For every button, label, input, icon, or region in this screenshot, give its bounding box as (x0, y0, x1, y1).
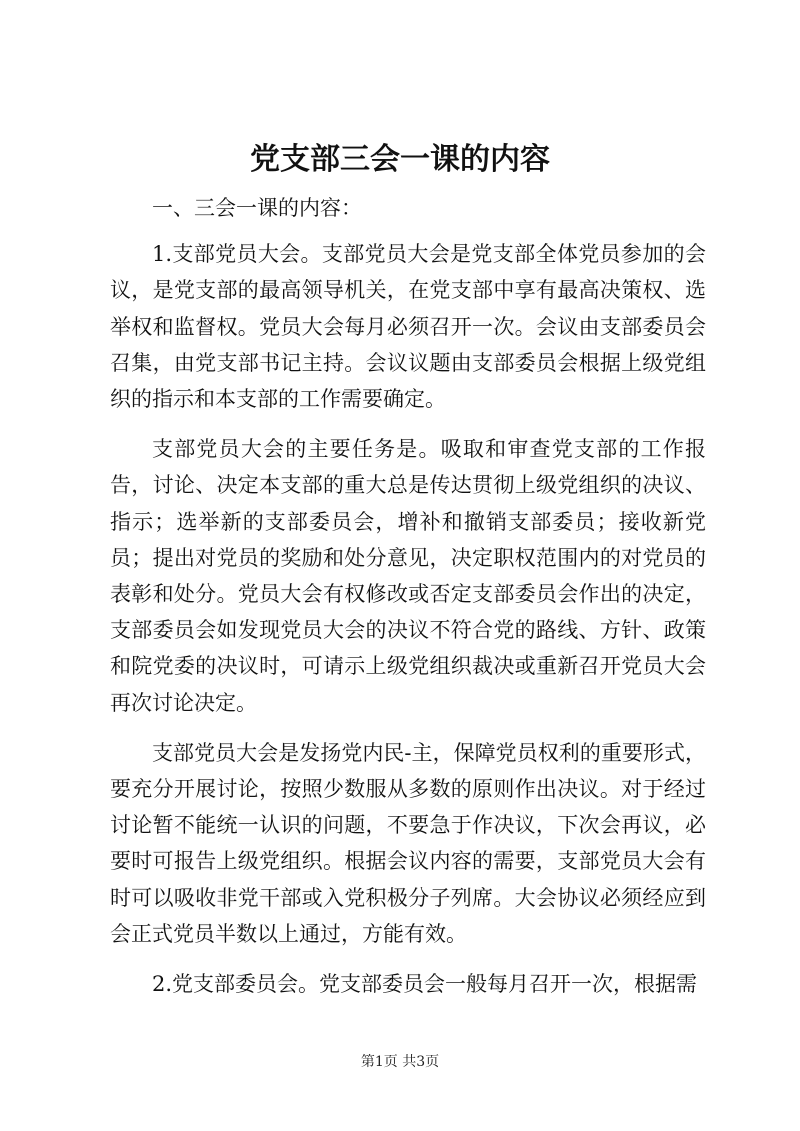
section-heading: 一、三会一课的内容： (152, 196, 362, 220)
paragraph-main-tasks: 支部党员大会的主要任务是。吸取和审查党支部的工作报告，讨论、决定本支部的重大总是传达贯彻上级党组织的决议、指示；选举新的支部委员会，增补和撤销支部委员；接收新党员；提出对党员的奖励和处分意见，决定职权范围内的对党员的表彰和处分。党员大会有权修改或否定支部委员会作出的决定，支部委员会如发现党员大会的决议不符合党的路线、方针、政策和院党委的决议时，可请示上级党组织裁决或重新召开党员大会再次讨论决定。 (110, 437, 706, 715)
paragraph-branch-general-meeting: 1.支部党员大会。支部党员大会是党支部全体党员参加的会议，是党支部的最高领导机关，在党支部中享有最高决策权、选举权和监督权。党员大会每月必须召开一次。会议由支部委员会召集，由党支部书记主持。会议议题由支部委员会根据上级党组织的指示和本支部的工作需要确定。 (110, 242, 706, 412)
page-footer: 第1页 共3页 (360, 1054, 440, 1070)
document-body (110, 190, 706, 1016)
paragraph-democracy: 支部党员大会是发扬党内民-主，保障党员权利的重要形式，要充分开展讨论，按照少数服从多数的原则作出决议。对于经过讨论暂不能统一认识的问题，不要急于作决议，下次会再议，必要时可报告上级党组织。根据会议内容的需要，支部党员大会有时可以吸收非党干部或入党积极分子列席。大会协议必须经应到会正式党员半数以上通过，方能有效。 (110, 740, 706, 946)
paragraph-branch-committee: 2.党支部委员会。党支部委员会一般每月召开一次，根据需 (152, 972, 698, 997)
document-title: 党支部三会一课的内容 (250, 142, 550, 177)
